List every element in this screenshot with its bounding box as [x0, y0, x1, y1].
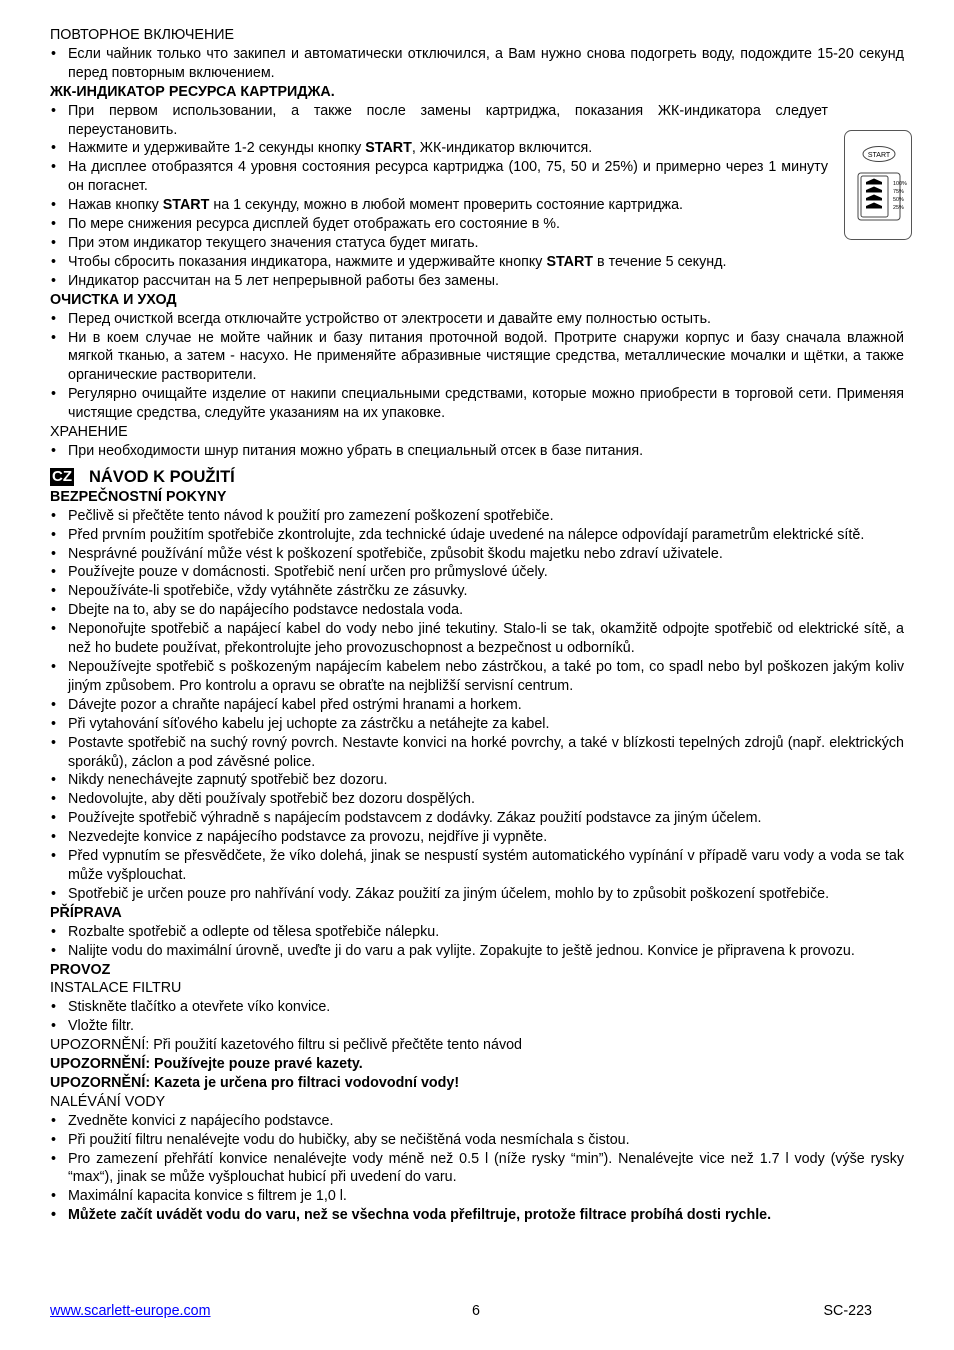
list-item: • Postavte spotřebič na suchý rovný povrch. Nestavte konvici na horké povrchy, a také v blízkosti tepelných zdrojů (např. elektrických sporáků), záclon a pod závěsné police. — [50, 734, 904, 772]
list-item: • Pečlivě si přečtěte tento návod k použití pro zamezení poškození spotřebiče. — [50, 507, 904, 526]
section-heading: PŘÍPRAVA — [50, 904, 122, 921]
list-item: • Если чайник только что закипел и автоматически отключился, а Вам нужно снова подогреть воду, подождите 15-20 секунд перед повторным включением. — [50, 45, 904, 83]
pour-list — [50, 1112, 904, 1207]
text: на 1 секунду, можно в любой момент проверить состояние картриджа. — [209, 197, 684, 214]
list-item: • При этом индикатор текущего значения статуса будет мигать. — [50, 234, 828, 253]
list-item: • Nikdy nenechávejte zapnutý spotřebič bez dozoru. — [50, 771, 904, 790]
lcd-indicator-illustration — [844, 130, 912, 242]
list-item: • Регулярно очищайте изделие от накипи специальными средствами, которые можно приобрести в торговой сети. Применяя чистящие средства, следуйте указаниям на их упаковке. — [50, 385, 904, 423]
list-item: • Při použití filtru nenalévejte vodu do hubičky, aby se nečištěná voda nesmíchala s čistou. — [50, 1131, 904, 1150]
list-item — [50, 139, 828, 158]
list-item: • Nepoužívejte spotřebič s poškozeným napájecím kabelem nebo zástrčkou, a také po tom, co spadl nebo byl poškozen jakým koliv jiným způsobem. Pro kontrolu a opravu se obraťte na nejbližší servisní centrum. — [50, 658, 904, 696]
website-link[interactable]: www.scarlett-europe.com — [50, 1303, 211, 1319]
list-item: • Dávejte pozor a chraňte napájecí kabel před ostrými hranami a horkem. — [50, 696, 904, 715]
bold-text: START — [546, 253, 594, 270]
text: Чтобы сбросить показания индикатора, нажмите и удерживайте кнопку — [68, 253, 547, 270]
warning-text: UPOZORNĚNÍ: Používejte pouze pravé kazety. — [50, 1056, 363, 1073]
list-item: • Nesprávné používání může vést k poškození spotřebiče, způsobit škodu majetku nebo zdraví uživatele. — [50, 545, 904, 564]
document-page — [50, 26, 904, 1225]
list-item: • Můžete začít uvádět vodu do varu, než se všechna voda přefiltruje, protože filtrace probíhá dosti rychle. — [50, 1206, 904, 1225]
list-item: • По мере снижения ресурса дисплей будет отображать его состояние в %. — [50, 215, 828, 234]
section-heading: ОЧИСТКА И УХОД — [50, 291, 177, 308]
list-item: • Stiskněte tlačítko a otevřete víko konvice. — [50, 998, 904, 1017]
section-heading: PROVOZ — [50, 961, 111, 978]
warning-text: UPOZORNĚNÍ: Při použití kazetového filtru si pečlivě přečtěte tento návod — [50, 1037, 523, 1054]
list-item: • Používejte pouze v domácnosti. Spotřebič není určen pro průmyslové účely. — [50, 563, 904, 582]
section-heading: ЖК-ИНДИКАТОР РЕСУРСА КАРТРИДЖА. — [50, 83, 335, 100]
list-item: • Vložte filtr. — [50, 1017, 904, 1036]
section-heading: INSTALACE FILTRU — [50, 980, 182, 997]
section-heading: ХРАНЕНИЕ — [50, 424, 128, 441]
list-item: • Перед очисткой всегда отключайте устройство от электросети и давайте ему полностью остыть. — [50, 310, 904, 329]
list-item: • Nalijte vodu do maximální úrovně, uveďte ji do varu a pak vylijte. Zopakujte to ještě jednou. Konvice je připravena k provozu. — [50, 942, 904, 961]
safety-list — [50, 507, 904, 904]
bold-text: START — [162, 197, 210, 214]
section-heading: BEZPEČNOSTNÍ POKYNY — [50, 488, 227, 505]
list-item: • Rozbalte spotřebič a odlepte od tělesa spotřebiče nálepku. — [50, 923, 904, 942]
list-item: • Индикатор рассчитан на 5 лет непрерывной работы без замены. — [50, 272, 904, 291]
list-item: • Při vytahování síťového kabelu jej uchopte za zástrčku a netáhejte za kabel. — [50, 715, 904, 734]
text: Нажмите и удерживайте 1-2 секунды кнопку — [68, 140, 366, 157]
text: , ЖК-индикатор включится. — [411, 140, 593, 157]
list-item — [50, 196, 828, 215]
text: в течение 5 секунд. — [593, 253, 727, 270]
list-item: • Nedovolujte, aby děti používaly spotřebič bez dozoru dospělých. — [50, 790, 904, 809]
list-item: • На дисплее отобразятся 4 уровня состояния ресурса картриджа (100, 75, 50 и 25%) и примерно через 1 минуту он погаснет. — [50, 158, 828, 196]
level-label: 25% — [893, 205, 904, 211]
warning-text: UPOZORNĚNÍ: Kazeta je určena pro filtraci vodovodní vody! — [50, 1074, 460, 1091]
model-number: SC-223 — [823, 1303, 872, 1319]
page-footer — [50, 1303, 872, 1323]
prep-list — [50, 923, 904, 961]
text: Нажав кнопку — [68, 197, 163, 214]
language-badge: CZ — [52, 467, 72, 485]
list-item: • Ни в коем случае не мойте чайник и базу питания проточной водой. Протрите снаружи корпус и базу сначала влажной мягкой тканью, а затем - насухо. Не применяйте абразивные чистящие средства, металлические мочалки и щётки, а также органические растворители. — [50, 329, 904, 386]
section-heading: ПОВТОРНОЕ ВКЛЮЧЕНИЕ — [50, 27, 235, 43]
list-item: • При первом использовании, а также после замены картриджа, показания ЖК-индикатора следует переустановить. — [50, 102, 828, 140]
list-item: • Spotřebič je určen pouze pro nahřívání vody. Zákaz použití za jiným účelem, mohlo by to způsobit poškození spotřebiče. — [50, 885, 904, 904]
level-label: 75% — [893, 189, 904, 195]
filter-list — [50, 998, 904, 1036]
list-item: • Před prvním použitím spotřebiče zkontrolujte, zda technické údaje uvedené na nálepce odpovídají parametrům elektrické sítě. — [50, 526, 904, 545]
list-item: • Zvedněte konvici z napájecího podstavce. — [50, 1112, 904, 1131]
page-number: 6 — [472, 1303, 480, 1319]
list-item: • Nepoužíváte-li spotřebiče, vždy vytáhněte zástrčku ze zásuvky. — [50, 582, 904, 601]
list-item: • Pro zamezení přehřátí konvice nenalévejte vody méně než 0.5 l (níže rysky “min”). Nenalévejte vice než 1.7 l vody (výše rysky “max“), jinak se může vyšplouchat hubicí při uvedení do varu. — [50, 1150, 904, 1188]
list-item: • При необходимости шнур питания можно убрать в специальный отсек в базе питания. — [50, 442, 904, 461]
list-item: • Dbejte na to, aby se do napájecího podstavce nedostala voda. — [50, 601, 904, 620]
list-item: • Nezvedejte konvice z napájecího podstavce za provozu, nejdříve ji vypněte. — [50, 828, 904, 847]
page-title: NÁVOD K POUŽITÍ — [89, 467, 235, 486]
start-button-label: START — [867, 152, 891, 159]
list-item: • Neponořujte spotřebič a napájecí kabel do vody nebo jiné tekutiny. Stalo-li se tak, okamžitě odpojte spotřebič od elektrické sítě, a než ho budete používat, překontrolujte jeho provozuschopnost a bezpečnost u odborníků. — [50, 620, 904, 658]
bold-text: START — [365, 140, 412, 157]
list-item: • Před vypnutím se přesvědčete, že víko dolehá, jinak se nespustí systém automatického vypínání v případě varu vody a voda se tak může vyšplouchat. — [50, 847, 904, 885]
cz-title — [50, 466, 904, 488]
list-item: • Maximální kapacita konvice s filtrem je 1,0 l. — [50, 1187, 904, 1206]
level-label: 50% — [893, 197, 904, 203]
list-item — [50, 253, 904, 272]
list-item: • Používejte spotřebič výhradně s napájecím podstavcem z dodávky. Zákaz použití podstavce za jiným účelem. — [50, 809, 904, 828]
section-heading: NALÉVÁNÍ VODY — [50, 1093, 166, 1110]
level-label: 100% — [893, 181, 907, 187]
